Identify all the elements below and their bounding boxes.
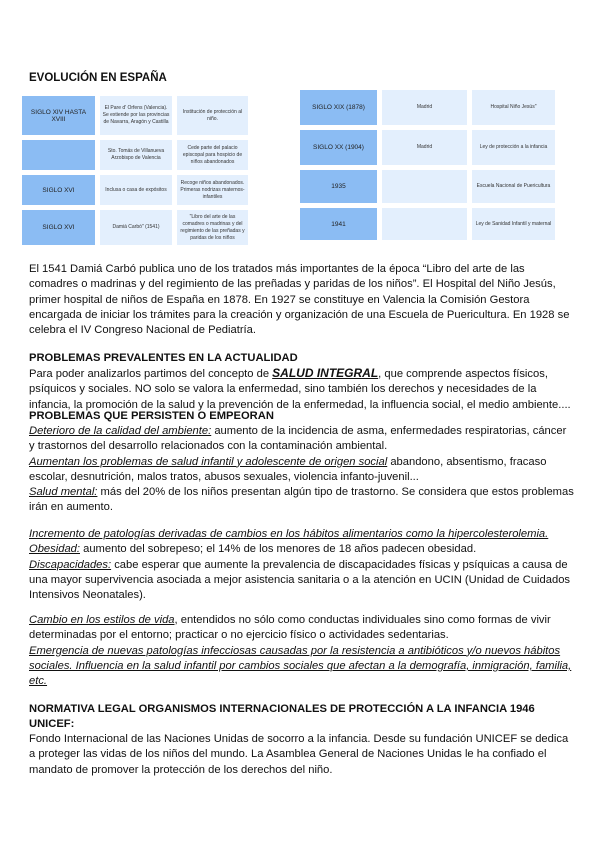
heading-persistent-problems: PROBLEMAS QUE PERSISTEN O EMPEORAN <box>29 410 274 422</box>
problem-item <box>29 485 574 516</box>
problem-item <box>29 542 574 557</box>
problem-label: Deterioro de la calidad del ambiente: <box>29 425 212 437</box>
table-period-cell: 1941 <box>300 208 377 240</box>
problem-text: más del 20% de los niños presentan algún tipo de trastorno. Se considera que estos problemas irán en aumento. <box>29 486 574 514</box>
table-period-cell: 1935 <box>300 170 377 203</box>
table-cell: Ley de Sanidad Infantil y maternal <box>472 208 555 240</box>
problem-text: cabe esperar que aumente la prevalencia de discapacidades físicas y psíquicas a causa de una mayor supervivencia asociada a mejor asistencia sanitaria o a la atención en UCIN (Unidad de Cuidados Intensivos Neonatales). <box>29 558 571 602</box>
table-cell: Inclusa o casa de expósitos <box>100 175 172 205</box>
problem-item <box>29 424 574 455</box>
text: Para poder analizarlos partimos del concepto de <box>29 368 273 380</box>
table-cell: Escuela Nacional de Puericultura <box>472 170 555 203</box>
history-paragraph: El 1541 Damiá Carbó publica uno de los tratados más importantes de la época “Libro del arte de las comadres o madrinas y del regimiento de las preñadas y paridas de los niños”. El Hospital del Niño Jesús, primer hospital de niños de España en 1878. En 1927 se constituye en Valencia la Comisión Gestora encargada de iniciar los trámites para la creación y organización de una Escuela de Puericultura. En 1928 se celebra el IV Congreso Nacional de Pediatría. <box>29 263 570 337</box>
problem-text: , entendidos no sólo como conductas individuales sino como formas de vivir determinadas por el entorno; practicar o no ejercicio físico o actividades sedentarias. <box>29 614 551 642</box>
table-cell: Madrid <box>382 90 467 125</box>
problem-list-2 <box>29 527 574 603</box>
problem-label: Incremento de patologías derivadas de cambios en los hábitos alimentarios como la hipercolesterolemia. <box>29 528 549 540</box>
problem-label: Discapacidades: <box>29 558 112 571</box>
table-cell <box>382 170 467 203</box>
problem-text: aumento del sobrepeso; el 14% de los menores de 18 años padecen obesidad. <box>80 543 477 556</box>
problem-item <box>29 527 574 542</box>
problem-item <box>29 613 574 644</box>
timeline-table-right <box>300 90 555 240</box>
problem-label: Emergencia de nuevas patologías infecciosas causadas por la resistencia a antibióticos y/o nuevos hábitos sociales. Influencia en la salud infantil por cambios sociales que afectan a la demografía, inmigración, familia, etc. <box>29 644 572 688</box>
table-period-cell: SIGLO XIX (1878) <box>300 90 377 125</box>
table-cell: Recoge niños abandonados. Primeras nodrizas maternos-infantiles <box>177 175 248 205</box>
problem-list-3 <box>29 613 574 689</box>
heading-legal-norms: NORMATIVA LEGAL ORGANISMOS INTERNACIONALES DE PROTECCIÓN A LA INFANCIA 1946 UNICEF: <box>29 703 535 731</box>
problem-text: abandono, absentismo, fracaso escolar, desnutrición, malos tratos, abusos sexuales, violencia infanto-juvenil... <box>29 455 547 483</box>
salud-integral-term: SALUD INTEGRAL <box>272 366 379 380</box>
unicef-paragraph: Fondo Internacional de las Naciones Unidas de socorro a la infancia. Desde su fundación UNICEF se dedica a proteger las vidas de los niños del mundo. La Asamblea General de Naciones Unidas le ha confiado el mandato de promover la protección de los derechos del niño. <box>29 733 569 776</box>
table-cell: Cede parte del palacio episcopal para hospicio de niños abandonados <box>177 140 248 170</box>
table-cell: Institución de protección al niño. <box>177 96 248 135</box>
section-title: EVOLUCIÓN EN ESPAÑA <box>29 72 167 84</box>
table-period-cell: SIGLO XX (1904) <box>300 130 377 165</box>
table-period-cell <box>22 140 95 170</box>
table-cell: Hospital Niño Jesús" <box>472 90 555 125</box>
table-cell: Sto. Tomás de Villanueva Arzobispo de Valencia <box>100 140 172 170</box>
problem-item <box>29 455 574 486</box>
problem-item <box>29 558 574 604</box>
table-cell: El Pare d' Orfens (Valencia). Se extiende por las provincias de Navarra, Aragón y Castilla <box>100 96 172 135</box>
timeline-table-left <box>22 96 248 245</box>
problem-text: aumento de la incidencia de asma, enfermedades respiratorias, cáncer y trastornos del desarrollo relacionados con la contaminación ambiental. <box>29 425 567 453</box>
problem-list-1 <box>29 424 574 516</box>
problem-label: Cambio en los estilos de vida <box>29 614 175 626</box>
heading-prevalent-problems: PROBLEMAS PREVALENTES EN LA ACTUALIDAD <box>29 352 298 364</box>
table-cell: Damiá Carbó" (1541) <box>100 210 172 245</box>
problem-label: Aumentan los problemas de salud infantil y adolescente de origen social <box>29 455 388 468</box>
text: , que comprende aspectos físicos, psíquicos y sociales. NO solo se valora la enfermedad, sino también los derechos y necesidades de la infancia, la promoción de la salud y la prevención de la enfermedad, la influencia social, el medio ambiente.... <box>29 368 571 411</box>
table-cell: "Libro del arte de las comadres o madrinas y del regimiento de las preñadas y paridas de los niños <box>177 210 248 245</box>
table-period-cell: SIGLO XVI <box>22 175 95 205</box>
problem-label: Obesidad: <box>29 543 80 556</box>
table-cell: Ley de protección a la infancia <box>472 130 555 165</box>
problem-label: Salud mental: <box>29 486 98 499</box>
table-period-cell: SIGLO XIV HASTA XVIII <box>22 96 95 135</box>
problem-item <box>29 644 574 690</box>
table-cell <box>382 208 467 240</box>
integral-health-paragraph <box>29 366 574 413</box>
table-cell: Madrid <box>382 130 467 165</box>
table-period-cell: SIGLO XVI <box>22 210 95 245</box>
